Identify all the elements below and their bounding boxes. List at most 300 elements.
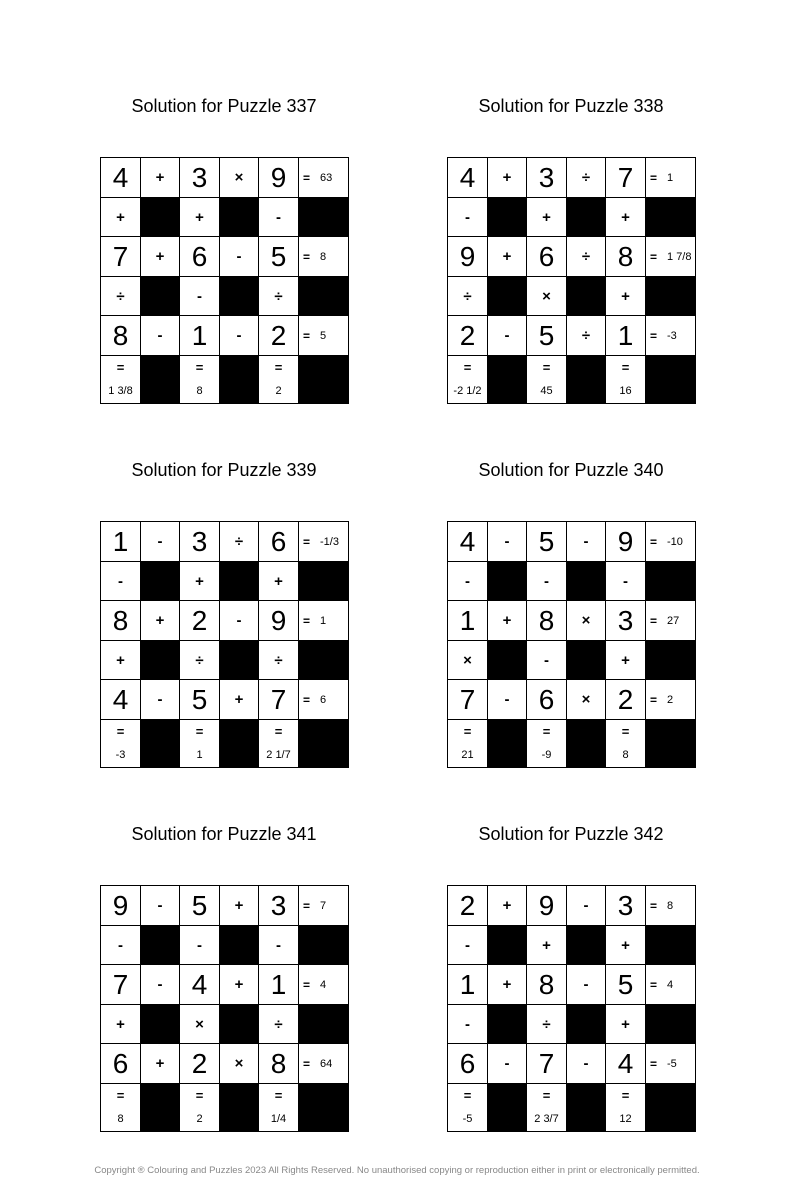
- black-cell: [141, 198, 180, 237]
- column-result-cell: [101, 356, 141, 404]
- operator-cell: -: [141, 680, 180, 720]
- operator-cell: +: [220, 886, 259, 926]
- equals-sign: =: [542, 1088, 551, 1103]
- equals-sign: =: [116, 360, 125, 375]
- operator-cell: -: [567, 522, 606, 562]
- operator-cell: +: [527, 926, 567, 965]
- operator-cell: +: [180, 562, 220, 601]
- equals-sign: =: [542, 360, 551, 375]
- operator-cell: ×: [567, 601, 606, 641]
- number-cell: 5: [527, 522, 567, 562]
- operator-cell: +: [259, 562, 299, 601]
- equals-sign: =: [650, 692, 658, 707]
- puzzle-title: Solution for Puzzle 339: [131, 460, 317, 480]
- row-result-cell: [646, 680, 696, 720]
- operator-cell: ×: [220, 158, 259, 198]
- operator-cell: ×: [567, 680, 606, 720]
- number-cell: 9: [527, 886, 567, 926]
- operator-cell: +: [220, 680, 259, 720]
- number-cell: 7: [259, 680, 299, 720]
- column-result-cell: [448, 356, 488, 404]
- equals-sign: =: [463, 360, 472, 375]
- column-result-cell: [101, 1084, 141, 1132]
- number-cell: 1: [101, 522, 141, 562]
- row-result-cell: [299, 680, 349, 720]
- equals-sign: =: [650, 1056, 658, 1071]
- black-cell: [220, 277, 259, 316]
- number-cell: 8: [101, 316, 141, 356]
- puzzle-grid: [100, 157, 349, 404]
- operator-cell: +: [606, 641, 646, 680]
- operator-cell: +: [141, 601, 180, 641]
- operator-cell: ×: [527, 277, 567, 316]
- row-result-cell: [299, 158, 349, 198]
- operator-cell: +: [141, 1044, 180, 1084]
- operator-cell: -: [567, 1044, 606, 1084]
- number-cell: 4: [448, 158, 488, 198]
- number-cell: 4: [448, 522, 488, 562]
- equals-sign: =: [303, 249, 311, 264]
- black-cell: [141, 926, 180, 965]
- equals-sign: =: [303, 534, 311, 549]
- equals-sign: =: [650, 977, 658, 992]
- black-cell: [141, 1084, 180, 1132]
- column-result: -2 1/2: [453, 385, 482, 397]
- row-result-cell: [299, 237, 349, 277]
- number-cell: 7: [448, 680, 488, 720]
- operator-cell: +: [141, 237, 180, 277]
- row-result-cell: [299, 316, 349, 356]
- number-cell: 3: [180, 158, 220, 198]
- column-result: 2: [196, 1113, 203, 1125]
- column-result: 1/4: [270, 1113, 287, 1125]
- operator-cell: -: [448, 562, 488, 601]
- column-result: -3: [115, 749, 126, 761]
- equals-sign: =: [542, 724, 551, 739]
- puzzle-title: Solution for Puzzle 338: [478, 96, 664, 116]
- row-result: 64: [320, 1057, 333, 1070]
- row-result: 8: [320, 250, 327, 263]
- operator-cell: -: [527, 562, 567, 601]
- equals-sign: =: [303, 328, 311, 343]
- black-cell: [299, 641, 349, 680]
- black-cell: [646, 356, 696, 404]
- equals-sign: =: [621, 1088, 630, 1103]
- equals-sign: =: [116, 1088, 125, 1103]
- black-cell: [488, 277, 527, 316]
- number-cell: 1: [180, 316, 220, 356]
- black-cell: [488, 562, 527, 601]
- number-cell: 3: [259, 886, 299, 926]
- column-result-cell: [180, 1084, 220, 1132]
- operator-cell: +: [101, 198, 141, 237]
- row-result: -10: [667, 535, 683, 548]
- row-result-cell: [646, 522, 696, 562]
- operator-cell: -: [101, 562, 141, 601]
- number-cell: 2: [180, 601, 220, 641]
- row-result: 6: [320, 693, 327, 706]
- column-result-cell: [448, 720, 488, 768]
- operator-cell: -: [527, 641, 567, 680]
- column-result-cell: [606, 720, 646, 768]
- row-result: 1: [667, 171, 674, 184]
- operator-cell: ÷: [259, 641, 299, 680]
- equals-sign: =: [274, 724, 283, 739]
- operator-cell: +: [488, 965, 527, 1005]
- number-cell: 5: [180, 680, 220, 720]
- number-cell: 8: [527, 965, 567, 1005]
- puzzle-grid: [100, 521, 349, 768]
- black-cell: [646, 562, 696, 601]
- operator-cell: ÷: [567, 158, 606, 198]
- row-result-cell: [299, 886, 349, 926]
- operator-cell: ÷: [567, 237, 606, 277]
- black-cell: [299, 356, 349, 404]
- black-cell: [141, 277, 180, 316]
- number-cell: 5: [606, 965, 646, 1005]
- column-result: 2 1/7: [266, 749, 291, 761]
- row-result-cell: [646, 316, 696, 356]
- number-cell: 8: [101, 601, 141, 641]
- number-cell: 1: [448, 965, 488, 1005]
- equals-sign: =: [116, 724, 125, 739]
- black-cell: [220, 926, 259, 965]
- column-result: 8: [622, 749, 629, 761]
- number-cell: 6: [101, 1044, 141, 1084]
- operator-cell: -: [567, 965, 606, 1005]
- operator-cell: ×: [448, 641, 488, 680]
- black-cell: [220, 1084, 259, 1132]
- column-result-cell: [180, 720, 220, 768]
- column-result-cell: [606, 356, 646, 404]
- black-cell: [299, 562, 349, 601]
- number-cell: 3: [606, 886, 646, 926]
- number-cell: 7: [606, 158, 646, 198]
- column-result: 16: [619, 385, 632, 397]
- operator-cell: -: [448, 198, 488, 237]
- number-cell: 9: [448, 237, 488, 277]
- operator-cell: -: [488, 680, 527, 720]
- column-result: 2: [275, 385, 282, 397]
- equals-sign: =: [621, 360, 630, 375]
- black-cell: [299, 277, 349, 316]
- black-cell: [141, 356, 180, 404]
- number-cell: 3: [606, 601, 646, 641]
- number-cell: 2: [448, 886, 488, 926]
- row-result: 27: [667, 614, 680, 627]
- operator-cell: +: [101, 1005, 141, 1044]
- operator-cell: +: [101, 641, 141, 680]
- number-cell: 9: [101, 886, 141, 926]
- row-result-cell: [646, 965, 696, 1005]
- black-cell: [220, 641, 259, 680]
- equals-sign: =: [621, 724, 630, 739]
- column-result-cell: [527, 356, 567, 404]
- puzzle-grid: [100, 885, 349, 1132]
- equals-sign: =: [650, 328, 658, 343]
- black-cell: [646, 198, 696, 237]
- operator-cell: +: [220, 965, 259, 1005]
- operator-cell: +: [606, 926, 646, 965]
- row-result: 8: [667, 899, 674, 912]
- number-cell: 8: [606, 237, 646, 277]
- column-result: 2 3/7: [534, 1113, 559, 1125]
- column-result: 8: [117, 1113, 124, 1125]
- number-cell: 9: [259, 601, 299, 641]
- black-cell: [141, 720, 180, 768]
- number-cell: 6: [259, 522, 299, 562]
- operator-cell: -: [180, 926, 220, 965]
- equals-sign: =: [195, 1088, 204, 1103]
- operator-cell: ÷: [567, 316, 606, 356]
- black-cell: [567, 641, 606, 680]
- column-result-cell: [180, 356, 220, 404]
- equals-sign: =: [274, 1088, 283, 1103]
- row-result: 1 7/8: [667, 250, 692, 263]
- number-cell: 7: [101, 965, 141, 1005]
- puzzle-grid: [447, 157, 696, 404]
- number-cell: 6: [527, 237, 567, 277]
- column-result-cell: [527, 720, 567, 768]
- operator-cell: ÷: [101, 277, 141, 316]
- number-cell: 1: [259, 965, 299, 1005]
- equals-sign: =: [650, 170, 658, 185]
- operator-cell: +: [180, 198, 220, 237]
- number-cell: 6: [180, 237, 220, 277]
- number-cell: 7: [527, 1044, 567, 1084]
- number-cell: 8: [527, 601, 567, 641]
- puzzle-grid: [447, 521, 696, 768]
- operator-cell: -: [606, 562, 646, 601]
- column-result: 21: [461, 749, 474, 761]
- black-cell: [220, 1005, 259, 1044]
- equals-sign: =: [463, 1088, 472, 1103]
- operator-cell: -: [141, 965, 180, 1005]
- operator-cell: ×: [220, 1044, 259, 1084]
- operator-cell: -: [259, 198, 299, 237]
- column-result: -9: [541, 749, 552, 761]
- operator-cell: ÷: [448, 277, 488, 316]
- equals-sign: =: [303, 977, 311, 992]
- operator-cell: -: [488, 1044, 527, 1084]
- number-cell: 3: [527, 158, 567, 198]
- puzzle-title: Solution for Puzzle 340: [478, 460, 664, 480]
- puzzle-title: Solution for Puzzle 341: [131, 824, 317, 844]
- equals-sign: =: [650, 613, 658, 628]
- row-result: 2: [667, 693, 674, 706]
- black-cell: [567, 720, 606, 768]
- operator-cell: -: [141, 522, 180, 562]
- operator-cell: -: [567, 886, 606, 926]
- column-result-cell: [606, 1084, 646, 1132]
- row-result-cell: [299, 965, 349, 1005]
- operator-cell: ÷: [259, 277, 299, 316]
- black-cell: [220, 198, 259, 237]
- black-cell: [567, 1005, 606, 1044]
- black-cell: [488, 1005, 527, 1044]
- number-cell: 1: [448, 601, 488, 641]
- puzzle-title: Solution for Puzzle 342: [478, 824, 664, 844]
- operator-cell: +: [606, 1005, 646, 1044]
- operator-cell: -: [101, 926, 141, 965]
- row-result: 7: [320, 899, 327, 912]
- operator-cell: ÷: [220, 522, 259, 562]
- number-cell: 2: [606, 680, 646, 720]
- black-cell: [567, 1084, 606, 1132]
- puzzle-title: Solution for Puzzle 337: [131, 96, 317, 116]
- number-cell: 4: [101, 158, 141, 198]
- number-cell: 4: [101, 680, 141, 720]
- black-cell: [646, 720, 696, 768]
- number-cell: 3: [180, 522, 220, 562]
- black-cell: [299, 198, 349, 237]
- operator-cell: -: [180, 277, 220, 316]
- black-cell: [646, 641, 696, 680]
- number-cell: 6: [527, 680, 567, 720]
- black-cell: [299, 1084, 349, 1132]
- equals-sign: =: [195, 724, 204, 739]
- column-result-cell: [259, 720, 299, 768]
- black-cell: [646, 1005, 696, 1044]
- black-cell: [488, 198, 527, 237]
- black-cell: [141, 562, 180, 601]
- operator-cell: -: [448, 1005, 488, 1044]
- equals-sign: =: [303, 613, 311, 628]
- column-result: 45: [540, 385, 553, 397]
- black-cell: [567, 356, 606, 404]
- row-result-cell: [646, 886, 696, 926]
- operator-cell: ×: [180, 1005, 220, 1044]
- black-cell: [220, 562, 259, 601]
- black-cell: [567, 198, 606, 237]
- row-result: 63: [320, 171, 333, 184]
- number-cell: 8: [259, 1044, 299, 1084]
- row-result-cell: [646, 1044, 696, 1084]
- black-cell: [646, 926, 696, 965]
- operator-cell: +: [141, 158, 180, 198]
- column-result: 1 3/8: [108, 385, 133, 397]
- operator-cell: -: [488, 522, 527, 562]
- black-cell: [299, 926, 349, 965]
- number-cell: 2: [259, 316, 299, 356]
- equals-sign: =: [303, 898, 311, 913]
- black-cell: [299, 720, 349, 768]
- column-result: 12: [619, 1113, 632, 1125]
- operator-cell: -: [220, 316, 259, 356]
- equals-sign: =: [650, 534, 658, 549]
- number-cell: 4: [180, 965, 220, 1005]
- column-result-cell: [527, 1084, 567, 1132]
- operator-cell: -: [488, 316, 527, 356]
- number-cell: 7: [101, 237, 141, 277]
- row-result: -5: [667, 1057, 677, 1070]
- number-cell: 5: [259, 237, 299, 277]
- operator-cell: -: [141, 886, 180, 926]
- number-cell: 9: [259, 158, 299, 198]
- operator-cell: +: [606, 198, 646, 237]
- number-cell: 9: [606, 522, 646, 562]
- operator-cell: ÷: [527, 1005, 567, 1044]
- equals-sign: =: [303, 1056, 311, 1071]
- row-result-cell: [646, 237, 696, 277]
- black-cell: [220, 720, 259, 768]
- black-cell: [220, 356, 259, 404]
- black-cell: [567, 562, 606, 601]
- operator-cell: +: [488, 158, 527, 198]
- operator-cell: ÷: [180, 641, 220, 680]
- number-cell: 2: [448, 316, 488, 356]
- column-result: -5: [462, 1113, 473, 1125]
- black-cell: [646, 1084, 696, 1132]
- row-result-cell: [646, 601, 696, 641]
- equals-sign: =: [463, 724, 472, 739]
- equals-sign: =: [195, 360, 204, 375]
- row-result: 1: [320, 614, 327, 627]
- black-cell: [488, 641, 527, 680]
- black-cell: [646, 277, 696, 316]
- puzzle-grid: [447, 885, 696, 1132]
- operator-cell: -: [220, 237, 259, 277]
- column-result: 8: [196, 385, 203, 397]
- row-result-cell: [299, 601, 349, 641]
- number-cell: 4: [606, 1044, 646, 1084]
- row-result-cell: [646, 158, 696, 198]
- operator-cell: -: [141, 316, 180, 356]
- equals-sign: =: [650, 898, 658, 913]
- column-result-cell: [259, 356, 299, 404]
- black-cell: [141, 1005, 180, 1044]
- equals-sign: =: [650, 249, 658, 264]
- operator-cell: +: [527, 198, 567, 237]
- black-cell: [488, 356, 527, 404]
- row-result-cell: [299, 1044, 349, 1084]
- row-result: 4: [667, 978, 674, 991]
- black-cell: [488, 1084, 527, 1132]
- row-result: 4: [320, 978, 327, 991]
- row-result-cell: [299, 522, 349, 562]
- number-cell: 6: [448, 1044, 488, 1084]
- operator-cell: ÷: [259, 1005, 299, 1044]
- black-cell: [488, 926, 527, 965]
- black-cell: [299, 1005, 349, 1044]
- operator-cell: -: [259, 926, 299, 965]
- black-cell: [488, 720, 527, 768]
- column-result: 1: [196, 749, 203, 761]
- equals-sign: =: [274, 360, 283, 375]
- operator-cell: -: [448, 926, 488, 965]
- column-result-cell: [259, 1084, 299, 1132]
- black-cell: [567, 277, 606, 316]
- operator-cell: +: [488, 237, 527, 277]
- operator-cell: -: [220, 601, 259, 641]
- row-result: -3: [667, 329, 677, 342]
- copyright-footer: Copyright ® Colouring and Puzzles 2023 All Rights Reserved. No unauthorised copying or reproduction either in print or electronically permitted.: [94, 1165, 700, 1176]
- operator-cell: +: [606, 277, 646, 316]
- black-cell: [567, 926, 606, 965]
- equals-sign: =: [303, 170, 311, 185]
- number-cell: 5: [527, 316, 567, 356]
- operator-cell: +: [488, 601, 527, 641]
- column-result-cell: [448, 1084, 488, 1132]
- equals-sign: =: [303, 692, 311, 707]
- row-result: -1/3: [320, 535, 339, 548]
- column-result-cell: [101, 720, 141, 768]
- black-cell: [141, 641, 180, 680]
- row-result: 5: [320, 329, 327, 342]
- operator-cell: +: [488, 886, 527, 926]
- number-cell: 5: [180, 886, 220, 926]
- number-cell: 1: [606, 316, 646, 356]
